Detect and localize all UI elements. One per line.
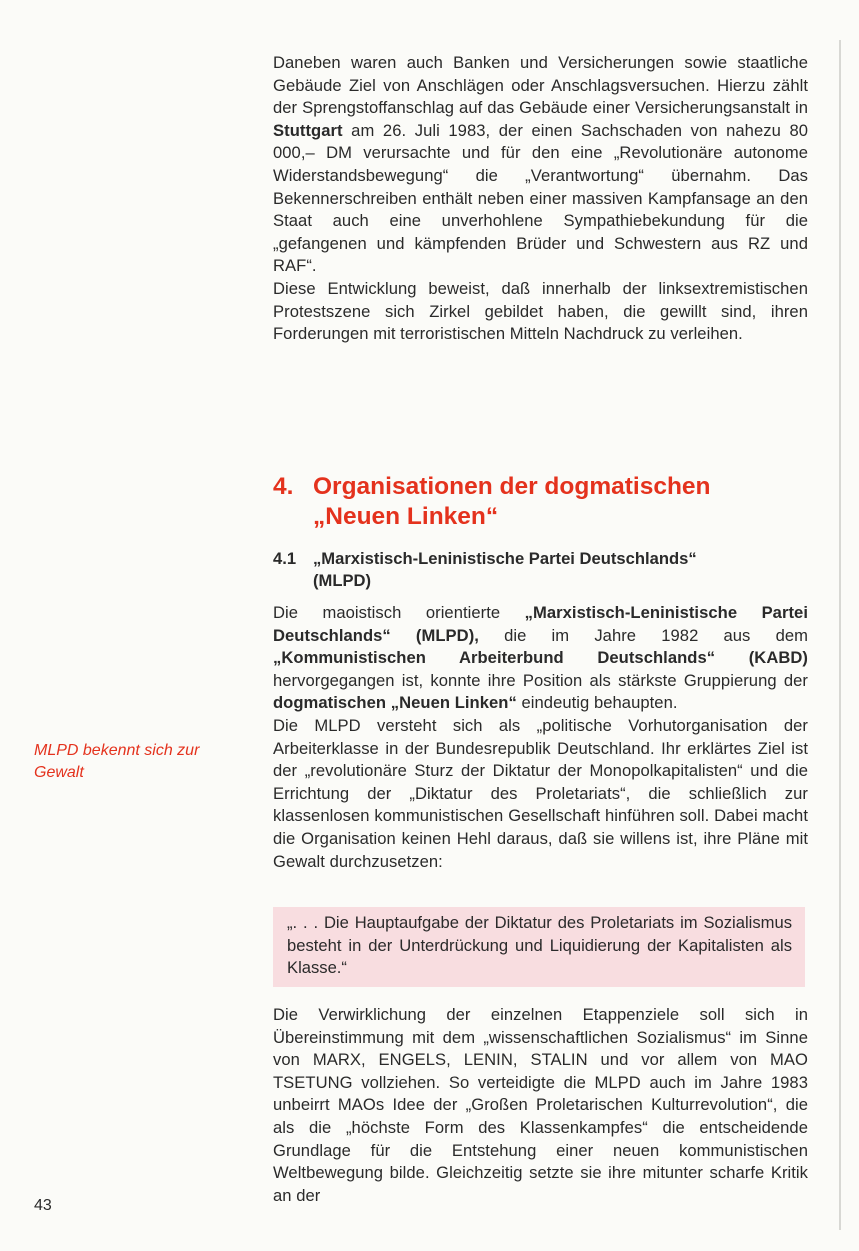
margin-note: MLPD bekennt sich zur Gewalt: [34, 742, 200, 781]
intro-text-block: [273, 52, 808, 346]
quote-text: „. . . Die Hauptaufgabe der Diktatur des Proletariats im Sozialismus besteht in der Unterdrückung und Liquidierung der Kapitalisten als Klasse.“: [287, 913, 792, 978]
paragraph-stuttgart-attack: [273, 52, 808, 278]
subsection-heading: [273, 548, 813, 592]
paragraph-text: Die maoistisch orientierte: [273, 603, 525, 622]
bold-kabd-name: „Kommunistischen Arbeiterbund Deutschlands“ (KABD): [273, 648, 808, 668]
section-number: 4.: [273, 473, 294, 500]
paragraph-text: hervorgegangen ist, konnte ihre Position als stärkste Gruppierung der: [273, 670, 808, 690]
page-number: 43: [34, 1197, 52, 1214]
paragraph-conclusion: Diese Entwicklung beweist, daß innerhalb der linksextremistischen Protestszene sich Zirkel gebildet haben, die gewillt sind, ihren Forderungen mit terroristischen Mitteln Nachdruck zu verleihen.: [273, 278, 808, 344]
section-title-line1: Organisationen der dogmatischen: [313, 473, 711, 500]
paragraph-text: am 26. Juli 1983, der einen Sachschaden von nahezu 80 000,– DM verursachte und für den eine „Revolutionäre autonome Widerstandsbewegung“ die „Verantwortung“ übernahm. Das Bekennerschreiben enthält neben einer massiven Kampfansage an den Staat auch eine unverhohlene Sympathiebekundung für die „gefangenen und kämpfenden Brüder und Schwestern aus RZ und RAF“.: [273, 120, 808, 276]
section-title-line2: „Neuen Linken“: [313, 503, 499, 530]
section-heading: [273, 472, 813, 532]
paragraph-text: Daneben waren auch Banken und Versicherungen sowie staatliche Gebäude Ziel von Anschlägen oder Anschlagsversuchen. Hierzu zählt der Sprengstoffanschlag auf das Gebäude einer Versicherungsanstalt in: [273, 53, 808, 118]
paragraph-ideology: Die Verwirklichung der einzelnen Etappenziele soll sich in Übereinstimmung mit dem „wissenschaftlichen Sozialismus“ im Sinne von MARX, ENGELS, LENIN, STALIN und vor allem von MAO TSETUNG vollziehen. So verteidigte die MLPD auch im Jahre 1983 unbeirrt MAOs Idee der „Großen Proletarischen Kulturrevolution“, die als die „höchste Form des Klassenkampfes“ die entscheidende Grundlage für die Entstehung einer neuen kommunistischen Weltbewegung bilde. Gleichzeitig setzte sie ihre mitunter scharfe Kritik an der: [273, 1005, 808, 1205]
paragraph-text: eindeutig behaupten.: [516, 693, 678, 713]
page-edge-line: [839, 40, 841, 1230]
subsection-number: 4.1: [273, 549, 297, 568]
subsection-title-line2: (MLPD): [313, 571, 372, 590]
bold-neue-linke: dogmatischen „Neuen Linken“: [273, 693, 517, 713]
bold-party-name: „Marxistisch-Leninistische Partei Deutschlands“ (MLPD),: [273, 603, 808, 645]
mlpd-text-block: [273, 602, 808, 873]
bold-place-name: Stuttgart: [273, 120, 343, 140]
paragraph-text: die im Jahre 1982 aus dem: [478, 625, 808, 645]
paragraph-mlpd-goals: Die MLPD versteht sich als „politische Vorhutorganisation der Arbeiterklasse in der Bundesrepublik Deutschland. Ihr erklärtes Ziel ist der „revolutionäre Sturz der Diktatur der Monopolkapitalisten“ und die Errichtung der „Diktatur des Proletariats“, die schließlich zur klassenlosen kommunistischen Gesellschaft hinführen soll. Dabei macht die Organisation keinen Hehl daraus, daß sie willens ist, ihre Pläne mit Gewalt durchzusetzen:: [273, 715, 808, 871]
paragraph-mlpd-intro: [273, 602, 808, 715]
subsection-title-line1: „Marxistisch-Leninistische Partei Deutschlands“: [313, 549, 697, 568]
closing-text-block: [273, 1004, 808, 1207]
